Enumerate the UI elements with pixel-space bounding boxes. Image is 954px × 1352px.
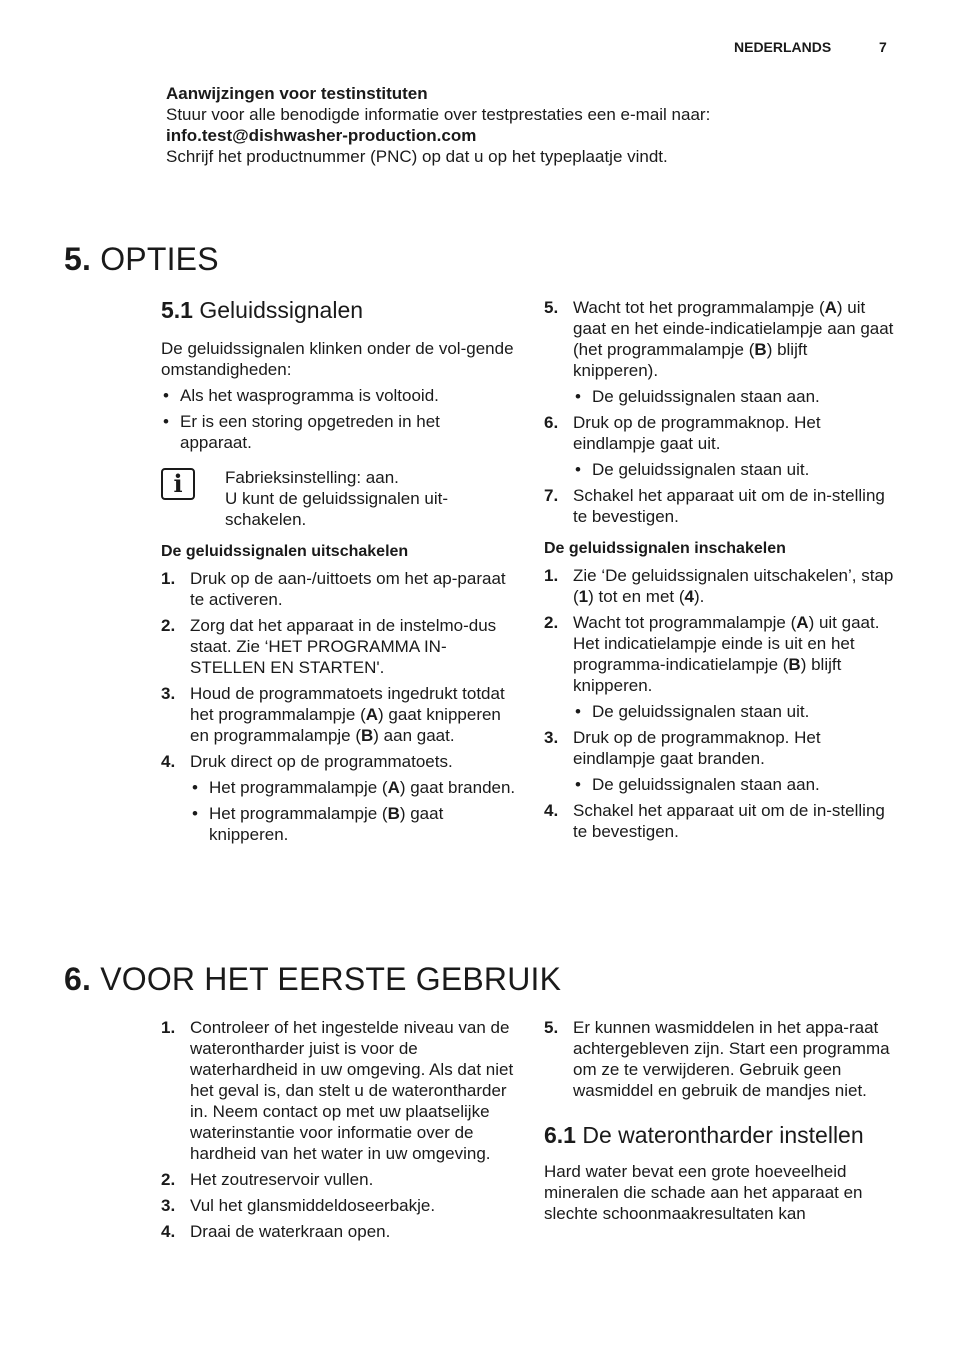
step-text: Zorg dat het apparaat in de instelmo-dus staat. Zie ‘HET PROGRAMMA IN-STELLEN EN STARTEN'.	[190, 616, 497, 677]
step-text: ) blijft knipperen.	[573, 655, 842, 695]
list-item	[544, 1017, 899, 1101]
list-item	[544, 485, 894, 527]
section6-left-column	[161, 1017, 516, 1247]
step-text: ).	[693, 587, 705, 606]
step-text: Zie ‘De geluidssignalen uitschakelen’, stap (	[573, 566, 894, 606]
step-number: 2.	[161, 1170, 176, 1189]
step-text: Het zoutreservoir vullen.	[190, 1170, 374, 1189]
section5-number: 5.	[64, 241, 92, 277]
off-title: De geluidssignalen uitschakelen	[161, 543, 409, 560]
step-number: 1.	[544, 566, 559, 585]
step-text: Wacht tot programmalampje (	[573, 613, 797, 632]
step-text: ) blijft knipperen).	[573, 340, 808, 380]
step-text: ) uit gaat. Het indicatielampje einde is uit en het programma-indicatielampje (	[573, 613, 880, 674]
bullet-text: Er is een storing opgetreden in het apparaat.	[180, 412, 440, 452]
list-item	[544, 612, 894, 696]
section5-1-title: Geluidssignalen	[199, 297, 364, 323]
list-item	[544, 800, 894, 842]
bullet-text: De geluidssignalen staan uit.	[592, 460, 810, 479]
step-text: Druk op de programmaknop. Het eindlampje gaat branden.	[573, 728, 821, 768]
step4-sublist	[190, 777, 516, 845]
step-key: 1	[578, 587, 589, 606]
on-title: De geluidssignalen inschakelen	[544, 540, 786, 557]
list-item: • De geluidssignalen staan uit.	[575, 460, 810, 479]
section6-1-heading	[544, 1121, 899, 1149]
list-item	[161, 1169, 516, 1190]
step-number: 5.	[544, 298, 559, 317]
lamp-key: B	[361, 726, 374, 745]
step-sublist	[573, 774, 894, 795]
list-item	[544, 727, 894, 769]
list-item	[161, 1017, 516, 1164]
step-text: ) gaat knipperen en programmalampje (	[190, 705, 501, 745]
section5-1-number: 5.1	[161, 297, 193, 323]
step-text: Schakel het apparaat uit om de in-stelling te bevestigen.	[573, 801, 885, 841]
lamp-key: B	[387, 804, 400, 823]
list-item	[544, 412, 894, 454]
list-item	[161, 615, 516, 678]
step-text: ) uit gaat en het einde-indicatielampje aan gaat (het programmalampje (	[573, 298, 894, 359]
step-number: 2.	[544, 613, 559, 632]
lamp-key: A	[796, 613, 809, 632]
section6-number: 6.	[64, 961, 92, 997]
list-item	[161, 1221, 516, 1242]
step-number: 1.	[161, 569, 176, 588]
step-text: Draai de waterkraan open.	[190, 1222, 391, 1241]
step-text: Vul het glansmiddeldoseerbakje.	[190, 1196, 436, 1215]
lamp-key: B	[788, 655, 801, 674]
info-icon: i	[161, 468, 195, 500]
list-item	[161, 568, 516, 610]
step-number: 3.	[161, 1196, 176, 1215]
section5-1-heading	[161, 296, 516, 324]
section6-1-title: De waterontharder instellen	[582, 1122, 864, 1148]
section5-left-column	[161, 296, 516, 850]
bullet-text: De geluidssignalen staan aan.	[592, 775, 820, 794]
list-item	[161, 683, 516, 746]
step-number: 3.	[544, 728, 559, 747]
lamp-key: A	[387, 778, 400, 797]
lamp-key: A	[824, 298, 837, 317]
section6-1-number: 6.1	[544, 1122, 576, 1148]
section6-1-text: Hard water bevat een grote hoeveelheid mineralen die schade aan het apparaat en slechte schoonmaakresultaten kan	[544, 1162, 863, 1223]
section5-right-column	[544, 297, 894, 847]
page-number: 7	[879, 39, 887, 55]
list-item	[544, 565, 894, 607]
test-notice-title: Aanwijzingen voor testinstituten	[166, 84, 428, 103]
list-item	[544, 297, 894, 381]
step-number: 4.	[544, 801, 559, 820]
step-number: 5.	[544, 1018, 559, 1037]
list-item: • De geluidssignalen staan uit.	[575, 702, 810, 721]
bullet-text: ) gaat branden.	[399, 778, 516, 797]
section6-right-column	[544, 1017, 899, 1224]
list-item: • Er is een storing opgetreden in het apparaat.	[163, 412, 440, 452]
step-text: Schakel het apparaat uit om de in-stelling te bevestigen.	[573, 486, 885, 526]
list-item: • De geluidssignalen staan aan.	[575, 387, 820, 406]
bullet-text: Als het wasprogramma is voltooid.	[180, 386, 439, 405]
list-item	[161, 751, 516, 772]
list-item	[161, 1195, 516, 1216]
step-text: Druk op de aan-/uittoets om het ap-paraat te activeren.	[190, 569, 506, 609]
step-number: 2.	[161, 616, 176, 635]
header-language: NEDERLANDS	[734, 39, 832, 55]
step-text: ) tot en met (	[588, 587, 685, 606]
bullet-text: De geluidssignalen staan aan.	[592, 387, 820, 406]
section5-1-intro: De geluidssignalen klinken onder de vol-gende omstandigheden:	[161, 339, 514, 379]
step-number: 6.	[544, 413, 559, 432]
step-number: 3.	[161, 684, 176, 703]
info-box	[161, 467, 516, 530]
step-text: ) aan gaat.	[373, 726, 455, 745]
bullet-text: De geluidssignalen staan uit.	[592, 702, 810, 721]
step-number: 4.	[161, 1222, 176, 1241]
lamp-key: A	[365, 705, 379, 724]
section6-heading	[64, 960, 561, 998]
bullet-text: Het programmalampje (	[209, 804, 388, 823]
list-item: • Het programmalampje (A) gaat branden.	[192, 778, 516, 797]
step-text: Controleer of het ingestelde niveau van de waterontharder juist is voor de waterhardheid in uw omgeving. Als dat niet het geval is, dan stelt u de waterontharder in. Neem contact op met uw plaatselijke waterinstantie voor informatie over de hardheid van het water in uw omgeving.	[190, 1018, 514, 1163]
section6-title: VOOR HET EERSTE GEBRUIK	[100, 961, 562, 997]
test-notice-line1: Stuur voor alle benodigde informatie over testprestaties een e-mail naar:	[166, 105, 711, 124]
test-notice-email: info.test@dishwasher-production.com	[166, 126, 477, 145]
step-key: 4	[684, 587, 694, 606]
step-text: Er kunnen wasmiddelen in het appa-raat achtergebleven zijn. Start een programma om ze te verwijderen. Gebruik geen wasmiddel en gebruik de mandjes niet.	[573, 1018, 890, 1100]
step-text: Wacht tot het programmalampje (	[573, 298, 825, 317]
bullet-text: ) gaat knipperen.	[209, 804, 444, 844]
step-number: 4.	[161, 752, 176, 771]
info-line1: Fabrieksinstelling: aan.	[225, 468, 399, 487]
info-line2: U kunt de geluidssignalen uit-schakelen.	[225, 489, 449, 529]
section5-title: OPTIES	[100, 241, 219, 277]
step-number: 7.	[544, 486, 559, 505]
step-sublist	[573, 386, 894, 407]
step-text: Druk op de programmaknop. Het eindlampje gaat uit.	[573, 413, 821, 453]
list-item: • Het programmalampje (B) gaat knipperen.	[192, 804, 444, 844]
test-notice	[166, 83, 866, 167]
section5-heading	[64, 240, 219, 278]
step-sublist	[573, 459, 894, 480]
step-text: Druk direct op de programmatoets.	[190, 752, 453, 771]
list-item: • Als het wasprogramma is voltooid.	[163, 386, 439, 405]
bullet-text: Het programmalampje (	[209, 778, 388, 797]
test-notice-line2: Schrijf het productnummer (PNC) op dat u op het typeplaatje vindt.	[166, 147, 668, 166]
list-item: • De geluidssignalen staan aan.	[575, 775, 820, 794]
step-text: Houd de programmatoets ingedrukt totdat het programmalampje (	[190, 684, 505, 724]
step-sublist	[573, 701, 894, 722]
lamp-key: B	[754, 340, 767, 359]
step-number: 1.	[161, 1018, 176, 1037]
